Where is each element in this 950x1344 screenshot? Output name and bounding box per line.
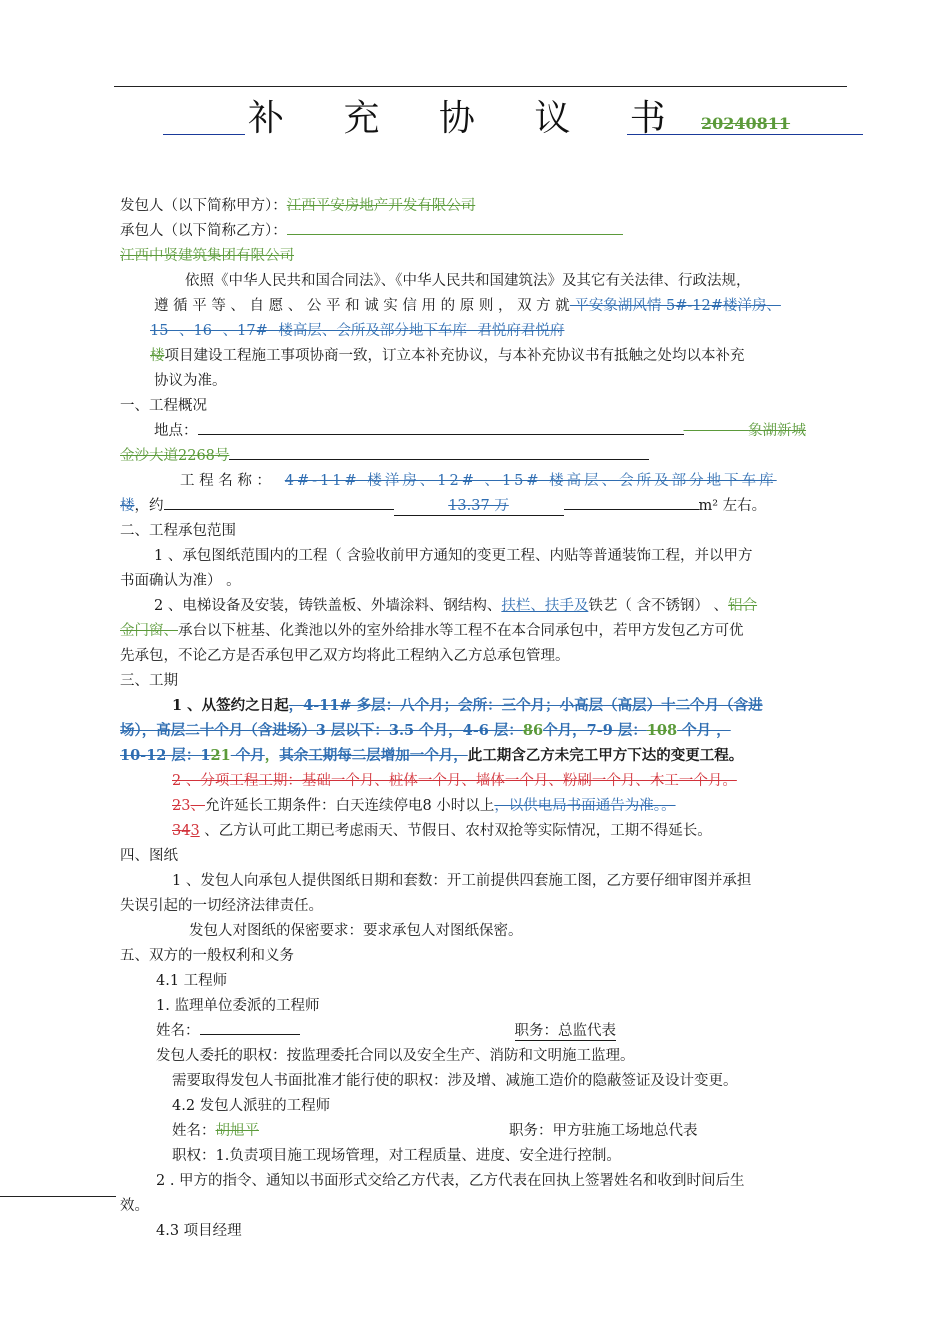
period-line-3-comma: ， [264, 747, 280, 764]
intro-line-4-deleted: 楼 [150, 348, 165, 364]
document-title-block [163, 88, 853, 142]
scope-deleted-windows: 金门窗、 [120, 623, 178, 639]
location-blank [198, 419, 684, 435]
party-b-blank [287, 219, 623, 235]
area-blank-2 [294, 494, 394, 510]
ext-old-comma: 、 [190, 798, 205, 814]
party-b-name: 江西中贤建筑集团有限公司 [120, 248, 294, 264]
noext-old-number-2: 4 [181, 823, 191, 839]
period-line-3-months: 个月 [230, 747, 265, 764]
period-old-value-3: 2 [210, 747, 221, 764]
noext-new-number: 3 [190, 823, 200, 839]
area-blank-3 [564, 494, 699, 510]
period-new-value-2: 8 [667, 722, 678, 739]
period-line-2-deleted: 场），高层二十个月（含进场）3 层以下：3.5 个月，4-6 层： [120, 722, 523, 739]
period-subitem-deleted: 2 、分项工程工期：基础一个月、桩体一个月、墙体一个月、粉刷一个月、木工一个月。 [172, 773, 737, 789]
ext-old-number: 2 [172, 798, 182, 814]
project-name-label: 工 程 名 称 ： [180, 473, 271, 489]
owner-engineer-authority: 职权：1.负责项目施工现场管理，对工程质量、进度、安全进行控制。 [172, 1148, 621, 1164]
title-left-underline [163, 134, 245, 135]
ext-deleted-period: 。 [661, 798, 676, 814]
party-a-name: 江西平安房地产开发有限公司 [286, 198, 476, 214]
section-1-heading: 一、工程概况 [120, 398, 207, 414]
period-new-value-3: 1 [220, 747, 231, 764]
instruction-clause-cont: 效。 [120, 1198, 149, 1214]
location-b: 金沙大道2268号 [120, 448, 230, 464]
no-extension-clause [172, 819, 712, 840]
area-value: 13.37 万 [394, 494, 564, 516]
period-old-value-1: 8 [522, 722, 533, 739]
scope-item-2 [154, 594, 757, 615]
supervisor-duty-label: 职务： [514, 1023, 558, 1039]
drawings-item-1-cont: 失误引起的一切经济法律责任。 [120, 898, 323, 914]
supervisor-duty [515, 1019, 617, 1041]
intro-line-2 [154, 294, 781, 315]
period-new-value-1: 6 [533, 722, 544, 739]
period-old-value-2: 10 [646, 722, 668, 739]
instruction-clause: 2 . 甲方的指令、通知以书面形式交给乙方代表，乙方代表在回执上签署姓名和收到时间后生 [156, 1173, 745, 1189]
period-line-3-text: 此工期含乙方未完工甲方下达的变更工程。 [467, 747, 744, 764]
party-a-label: 发包人（以下简称甲方）： [120, 198, 287, 214]
owner-engineer-name-label: 姓名： [172, 1123, 216, 1139]
ext-text: 允许延长工期条件：白天连续停电8 小时以上 [204, 798, 495, 814]
supervisor-name-line [156, 1019, 616, 1041]
intro-line-5: 协议为准。 [154, 373, 227, 389]
scope-item-2-cont-text: 承台以下桩基、化粪池以外的室外给排水等工程不在本合同承包中，若甲方发包乙方可优 [178, 623, 744, 639]
scope-item-2-text: 2 、电梯设备及安装，铸铁盖板、外墙涂料、钢结构、 [154, 598, 502, 614]
area-suffix: m² 左右。 [698, 498, 767, 514]
section-3-heading: 三、工期 [120, 673, 178, 689]
delegated-authority: 发包人委托的职权：按监理委托合同以及安全生产、消防和文明施工监理。 [156, 1048, 635, 1064]
location-a [684, 423, 807, 439]
period-line-3-deleted-2: 其余工期每二层增加一个月， [279, 747, 468, 764]
location-a-text: 象湖新城 [748, 423, 807, 439]
party-b-line [120, 219, 623, 240]
location-line [154, 419, 806, 440]
header-rule [114, 86, 847, 87]
title-right-underline [627, 134, 863, 135]
project-name-deleted: 平安象湖风情 5#-12#楼洋房、 [569, 298, 781, 314]
scope-inserted-railing: 扶栏、扶手及 [501, 598, 589, 614]
supervisor-duty-value: 总监代表 [558, 1023, 616, 1039]
noext-text: 、乙方认可此工期已考虑雨天、节假日、农村双抢等实际情况，工期不得延长。 [199, 823, 712, 839]
period-line-3-deleted: 10-12 层：1 [120, 747, 211, 764]
period-line-1-deleted: ，4-11# 多层：八个月；会所：三个月；小高层（高层）十二个月（含进 [288, 697, 763, 714]
noext-old-number: 3 [172, 823, 182, 839]
location-b-blank [229, 444, 649, 460]
document-title: 补 充 协 议 书 [248, 98, 690, 139]
party-a-line [120, 194, 475, 215]
party-b-label: 承包人（以下简称乙方）： [120, 223, 287, 239]
period-line-2-end: 个月 ， [677, 722, 731, 739]
scope-item-2-cont-2: 先承包，不论乙方是否承包甲乙双方均将此工程纳入乙方总承包管理。 [120, 648, 570, 664]
supervisor-name-label: 姓名： [156, 1023, 200, 1039]
area-line [120, 494, 766, 516]
location-label: 地点： [154, 423, 198, 439]
period-line-1 [172, 694, 763, 715]
location-line-2 [120, 444, 649, 465]
ext-new-number: 3 [181, 798, 191, 814]
scope-item-1-cont: 书面确认为准） 。 [120, 573, 241, 589]
clause-4-1: 4.1 工程师 [156, 973, 228, 989]
supervisor-name-blank [200, 1019, 300, 1035]
project-name-value: 4#-11# 楼洋房、12# 、15# 楼高层、会所及部分地下车库 [284, 473, 777, 489]
owner-engineer-line [172, 1119, 259, 1140]
period-line-2 [120, 719, 731, 740]
footnote-separator [0, 1196, 116, 1197]
drawings-item-1: 1 、发包人向承包人提供图纸日期和套数：开工前提供四套施工图，乙方要仔细审图并承担 [172, 873, 752, 889]
owner-engineer-duty: 职务：甲方驻施工场地总代表 [509, 1123, 698, 1139]
area-prefix: ，约 [134, 498, 164, 514]
section-4-heading: 四、图纸 [120, 848, 178, 864]
clause-4-2: 4.2 发包人派驻的工程师 [172, 1098, 331, 1114]
intro-line-2-text: 遵 循 平 等 、 自 愿 、 公 平 和 诚 实 信 用 的 原 则 ， 双 方 就 [154, 298, 570, 314]
section-5-heading: 五、双方的一般权利和义务 [120, 948, 294, 964]
period-line-3 [120, 744, 743, 765]
approval-authority: 需要取得发包人书面批准才能行使的职权：涉及增、减施工造价的隐蔽签证及设计变更。 [172, 1073, 738, 1089]
scope-deleted-aluminium: 铝合 [728, 598, 758, 614]
supervisor-engineer: 1. 监理单位委派的工程师 [156, 998, 320, 1014]
period-line-2-mid: 个月，7-9 层： [543, 722, 647, 739]
intro-line-4 [150, 344, 745, 365]
ext-deleted-clause: ，以供电局书面通告为准。 [494, 798, 662, 814]
intro-line-4-text: 项目建设工程施工事项协商一致，订立本补充协议，与本补充协议书有抵触之处均以本补充 [164, 348, 745, 364]
scope-item-2-cont [120, 619, 744, 640]
owner-engineer-name: 胡旭平 [215, 1123, 259, 1139]
extension-conditions [172, 794, 676, 815]
intro-line-3: 15 、16 、17# 楼高层、会所及部分地下车库 君悦府君悦府 [150, 323, 565, 339]
area-blank-1 [164, 494, 294, 510]
project-name-line [180, 469, 777, 490]
period-line-1-text: 1 、从签约之日起 [172, 697, 289, 714]
scope-item-2-text-b: 铁艺（ 含不锈钢） 、 [588, 598, 729, 614]
document-date: 20240811 [701, 114, 791, 133]
scope-item-1: 1 、承包图纸范围内的工程（ 含验收前甲方通知的变更工程、内贴等普通装饰工程，并以甲方 [154, 548, 753, 564]
intro-line-1: 依照《中华人民共和国合同法》、《中华人民共和国建筑法》及其它有关法律、行政法规， [185, 273, 751, 289]
clause-4-3: 4.3 项目经理 [156, 1223, 242, 1239]
section-2-heading: 二、工程承包范围 [120, 523, 236, 539]
project-name-tail: 楼 [120, 498, 135, 514]
drawings-confidentiality: 发包人对图纸的保密要求：要求承包人对图纸保密。 [189, 923, 523, 939]
